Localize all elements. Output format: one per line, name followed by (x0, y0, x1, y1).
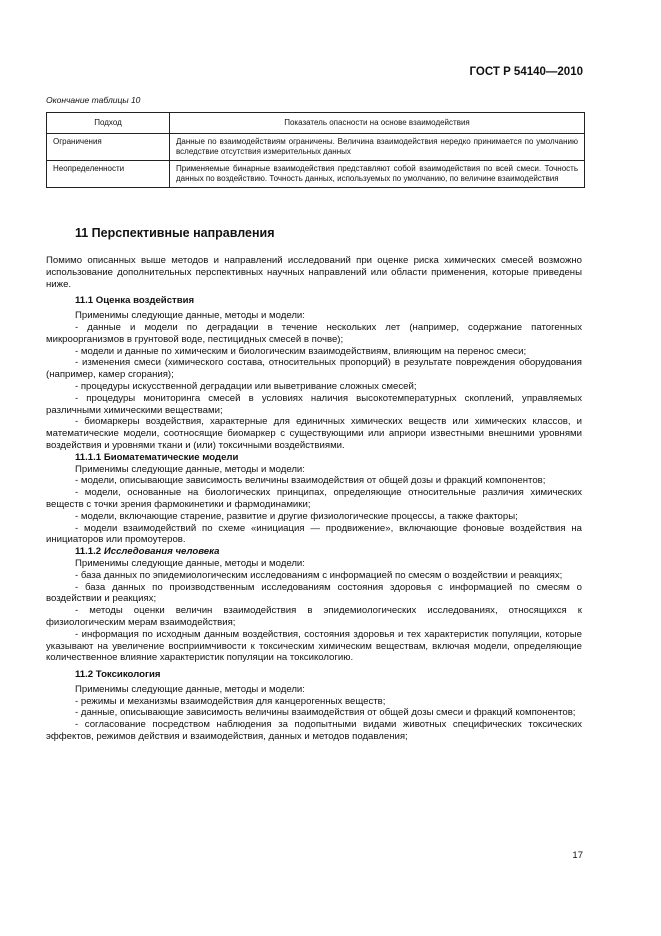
subsection-title-11-1-2 (75, 546, 582, 558)
list-item: - данные и модели по деградации в течение нескольких лет (например, содержание патогенных микроорганизмов в грунтовой воде, пестицидных смесей в почве); (46, 321, 582, 345)
subsection-title-11-2: 11.2 Токсикология (75, 669, 161, 681)
list-item: - процедуры искусственной деградации или выветривание сложных смесей; (75, 380, 417, 392)
list-item: - модели и данные по химическим и биологическим взаимодействиям, влияющим на перенос смеси; (75, 345, 527, 357)
subsection-name: Исследования человека (103, 546, 220, 558)
table-cell-approach: Неопределенности (47, 161, 170, 188)
list-item: - согласование посредством наблюдения за подопытными видами животных специфических токсических эффектов, режимов действия и взаимодействия, данных и методов подавления; (46, 719, 582, 743)
table-header-row (47, 113, 585, 134)
table-cell-approach: Ограничения (47, 134, 170, 161)
subsection-lead: Применимы следующие данные, методы и модели: (75, 557, 305, 569)
list-item: - данные, описывающие зависимость величины взаимодействия от общей дозы смеси и фракций компонентов; (75, 707, 576, 719)
subsection-lead: Применимы следующие данные, методы и модели: (75, 463, 305, 475)
list-item: - база данных по производственным исследованиям состояния здоровья с информацией по смесям о воздействии и реакциях; (46, 581, 582, 605)
subsection-number: 11.1.2 (75, 546, 102, 558)
list-item: - модели взаимодействий по схеме «инициация — продвижение», включающие фоновые воздействия на инициаторов или промоутеров. (46, 522, 582, 546)
list-item: - информация по исходным данным воздействия, состояния здоровья и тех характеристик популяции, которые указывают на увеличение восприимчивости к токсическим химическим веществам, включая модели, определяющие количественное влияние характеристик популяции на токсикологию. (46, 628, 582, 664)
list-item: - процедуры мониторинга смесей в условиях наличия высокотемпературных скоплений, управляемых различными химическими веществами; (46, 392, 582, 416)
subsection-lead: Применимы следующие данные, методы и модели: (75, 683, 305, 695)
section-intro (46, 255, 582, 290)
list-item: - биомаркеры воздействия, характерные для единичных химических веществ или химических классов, и математические модели, соотносящие биомаркер с существующими или априори известными внешними уровнями воздействия и уровнями ткани и (или) токсичными воздействиями. (46, 416, 582, 451)
subsection-name: Биоматематические модели (103, 451, 239, 463)
list-item: - модели, описывающие зависимость величины взаимодействия от общей дозы и фракций компонентов; (75, 475, 546, 487)
document-header-code: ГОСТ Р 54140—2010 (469, 66, 583, 78)
section-intro-text: Помимо описанных выше методов и направлений исследований при оценке риска химических смесей возможно использование дополнительных перспективных научных направлений или области применения, которые приведены ниже. (46, 255, 582, 290)
main-content (46, 226, 582, 743)
list-item: - база данных по эпидемиологическим исследованиям с информацией по смесям о воздействии и реакциях; (75, 569, 563, 581)
subsection-title-11-1: 11.1 Оценка воздействия (75, 295, 195, 307)
list-item: - модели, основанные на биологических принципах, определяющие относительные различия химических веществ с точки зрения фармокинетики и фармодинамики; (46, 487, 582, 510)
subsection-number: 11.1.1 (75, 451, 102, 463)
table-header-approach: Подход (47, 113, 170, 134)
table-cell-indicator: Применяемые бинарные взаимодействия представляют собой взаимодействия по всей смеси. Точность данных по воздействию. Точность данных, используемых по умолчанию, по величине взаимодействия (170, 161, 585, 188)
section-title: 11 Перспективные направления (75, 226, 275, 240)
table-header-indicator: Показатель опасности на основе взаимодействия (170, 113, 585, 134)
subsection-title-11-1-1 (75, 452, 582, 464)
list-item: - изменения смеси (химического состава, относительных пропорций) в результате повреждения оборудования (например, камер сгорания); (46, 357, 582, 381)
table-row (47, 161, 585, 188)
list-item: - методы оценки величин взаимодействия в эпидемиологических исследованиях, относящихся к физиологическим мерам взаимодействия; (46, 605, 582, 628)
subsection-lead: Применимы следующие данные, методы и модели: (75, 310, 305, 322)
page-number: 17 (572, 850, 583, 861)
table-cell-indicator: Данные по взаимодействиям ограничены. Величина взаимодействия нередко принимается по умолчанию вследствие отсутствия измерительных данных (170, 134, 585, 161)
list-item: - режимы и механизмы взаимодействия для канцерогенных веществ; (75, 695, 386, 707)
table-row (47, 134, 585, 161)
list-item: - модели, включающие старение, развитие и другие физиологические процессы, а также факторы; (75, 510, 518, 522)
table-10-end (46, 112, 585, 188)
table-caption: Окончание таблицы 10 (46, 95, 141, 105)
